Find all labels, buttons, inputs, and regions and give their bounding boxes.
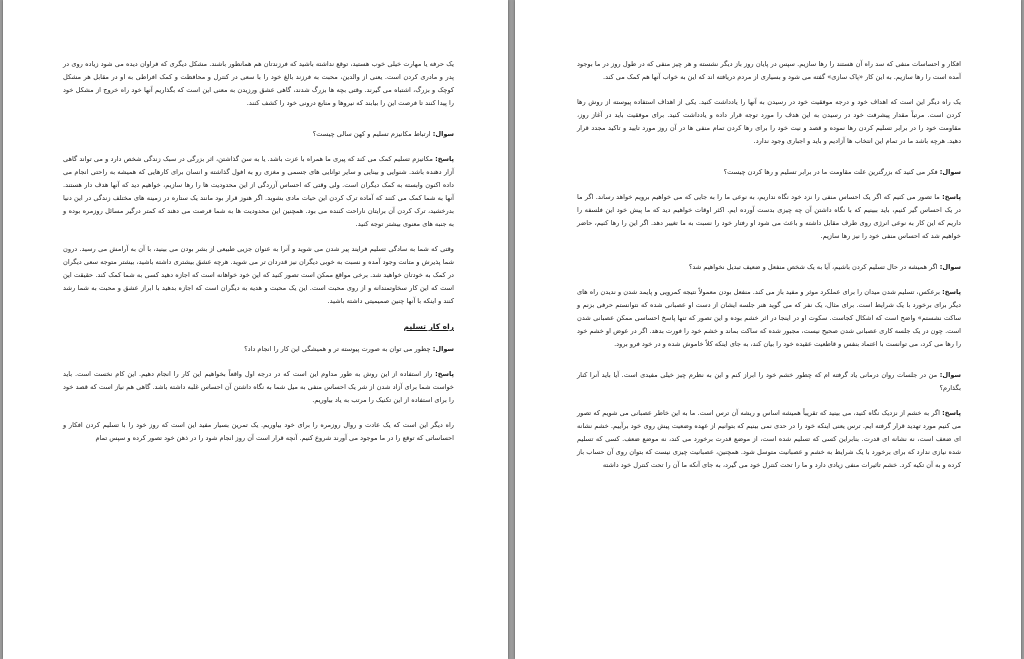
paragraph: راه دیگر این است که یک عادت و روال روزمره را برای خود بیاوریم. یک تمرین بسیار مفید این است که روز خود را با تسلیم کردن افکار و احساساتی که توقع را در ما موجود می آورند شروع کنیم. آنچه قرار است آن روز انجام شود را در ذهن خود تصور کرده و سپس تمام (63, 421, 454, 442)
answer (63, 153, 454, 231)
paragraph: یک راه دیگر این است که اهداف خود و درجه موفقیت خود در رسیدن به آنها را یادداشت کنید. یکی از اهداف استفاده پیوسته از روش رها کردن است. مرتباً مقدار پیشرفت خود در رسیدن به این هدف را مورد توجه قرار داده و یادداشت کنید. برای موفقیت باید در آغاز روز، مقاومت خود را در برابر تسلیم کردن رها نموده و قصد و نیت خود را برای رها کردن تمام منفی ها در آن روز مورد تایید و تاکید مجدد قرار دهید. هرچه باشد ما در تمام این انتخاب ها آزادیم و باید و اجباری وجود ندارد. (577, 98, 961, 145)
question-text: اگر همیشه در حال تسلیم کردن باشیم، آیا به یک شخص منفعل و ضعیف تبدیل نخواهیم شد؟ (688, 263, 938, 271)
answer (63, 368, 454, 407)
answer-label: پاسخ: (942, 409, 961, 417)
answer (577, 286, 961, 351)
question-label: سوال: (939, 371, 961, 379)
page-right (515, 0, 1021, 659)
answer-label: پاسخ: (942, 193, 961, 201)
page-left (3, 0, 508, 659)
answer-label: پاسخ: (435, 370, 454, 378)
question-text: ارتباط مکانیزم تسلیم و کهن سالی چیست؟ (312, 130, 431, 138)
page-left-content (63, 58, 454, 457)
paragraph: افکار و احساسات منفی که سد راه آن هستند را رها سازیم. سپس در پایان روز باز دیگر نشسته و هر چیز منفی که در طول روز در ما بوجود آمده است را رها سازیم. به این کار «پاک سازی» گفته می شود و بسیاری از مردم دریافته اند که این به خواب آنها هم کمک می کند. (577, 60, 961, 81)
answer-label: پاسخ: (435, 155, 454, 163)
answer-text: مکانیزم تسلیم کمک می کند که پیری ما همراه با عزت باشد. یا به سن گذاشتن، اثر بزرگی در سبک زندگی شخص دارد و می تواند گاهی آزار دهنده باشد. شنوایی و بینایی و سایر توانایی های جسمی و مغزی رو به افول گذاشته و انسان برای کارهایی که همیشه به راحتی انجام می داده اکنون وابسته به کمک دیگران است. ولی وقتی که احساس آزردگی از این محدودیت ها را رها سازیم، خواهیم دید که آنها هدف دار هستند. آنها به شما کمک می کنند که آماده ترک کردن این حیات مادی بشوید. اگر هنوز قرار بود مانند یک ستاره در زمینه های مختلف زندگی در این دنیا بدرخشید، ترک کردن آن برایتان ناراحت کننده می بود. همچنین این محدودیت ها به شما فرصت می دهند که کمتر درگیر مسائل روزمره بوده و به جنبه های معنوی بیشتر توجه کنید. (63, 155, 454, 228)
question (63, 128, 454, 141)
question-label: سوال: (939, 263, 961, 271)
question-text: فکر می کنید که بزرگترین علت مقاومت ما در برابر تسلیم و رها کردن چیست؟ (723, 168, 938, 176)
question-label: سوال: (432, 130, 454, 138)
question-text: من در جلسات روان درمانی یاد گرفته ام که چطور خشم خود را ابراز کنم و این به نظرم چیز خیلی مفیدی است. آیا باید آنرا کنار بگذارم؟ (577, 371, 961, 392)
answer-text: راز استفاده از این روش به طور مداوم این است که در درجه اول واقعاً بخواهیم این کار را انجام دهیم. این کام نخست است. باید خواست شما برای آزاد شدن از شر یک احساس منفی به میل شما به نگاه داشتن آن احساس غلبه داشته باشد. گاهی هم نیاز است که قصد خود را برای استفاده از این تکنیک را مرتب به یاد بیاوریم. (63, 370, 454, 404)
answer (577, 191, 961, 243)
page-right-content (577, 58, 961, 484)
answer-text: برعکس، تسلیم شدن میدان را برای عملکرد موثر و مفید باز می کند. منفعل بودن معمولاً نتیجه کمرویی و پایمد شدن و ندیدن راه های دیگر برای برخورد با یک شرایط است. برای مثال، یک نفر که می گوید هنر جلسه ایشان از دست او عصبانی شده که نتوانستم حرفی بزنم و ساکت نشستم» واضح است که اشکال کجاست. سکوت او در اینجا در اثر خشم بوده و این تصور که تنها پاسخ احساسی ممکن عصبانی شدن است. چون در یک جلسه کاری عصبانی شدن صحیح نیست، مجبور شده که ساکت بماند و خشم خود را فورت بدهد. اگر در عوض او خشم خود را رها می کرد، می توانست با اعتماد بنفس و قاطعیت عقیده خود را بیان کند، به جای اینکه کلاً خاموش شده و در خود فرو برود. (577, 288, 961, 348)
question-text: چطور می توان به صورت پیوسته تر و همیشگی این کار را انجام داد؟ (244, 345, 431, 353)
answer (577, 407, 961, 472)
question (63, 343, 454, 356)
question (577, 369, 961, 395)
question-label: سوال: (939, 168, 961, 176)
answer-text: اگر به خشم از نزدیک نگاه کنید، می بینید که تقریباً همیشه اساس و ریشه آن ترس است. ما به این خاطر عصبانی می شویم که تصور می کنیم مورد تهدید قرار گرفته ایم. ترس یعنی اینکه خود را در حدی نمی بینیم که بتوانیم از عهده وضعیت پیش روی خود برآییم. خشم نشانه ای ضعف است، نه نشانه ای قدرت. بنابراین کسی که تسلیم شده است، از موضع قدرت برخورد می کند، نه موضع ضعف. کسی که تسلیم شده نیازی ندارد که برای برخورد با یک شرایط به خشم و عصبانیت متوسل شود. همچنین، عصبانیت چیزی نیست که بتوان روی آن حساب باز کرده و به آن تکیه کرد. خشم تاثیرات منفی زیادی دارد و ما را تحت کنترل خود می گیرد، به جای آنکه ما آن را تحت کنترل خود داشته (577, 409, 961, 469)
question-label: سوال: (432, 345, 454, 353)
question (577, 261, 961, 274)
section-heading: راه کار تسلیم (403, 322, 454, 331)
paragraph: یک حرفه یا مهارت خیلی خوب هستید، توقع نداشته باشید که فرزندتان هم همانطور باشند. مشکل دیگری که فراوان دیده می شود زیاده روی در پدر و مادری کردن است. یعنی از والدین، محبت به فرزند بالغ خود را با سعی در کنترل و محافظت و کمک افراطی به او در مقابل هر مشکل کوچک و بزرگ، اشتباه می گیرند. وقتی بچه ها بزرگ شدند، گاهی عشق ورزیدن به معنی این است که بگذاریم آنها خود راه خروج از مشکل خود را پیدا کنند تا فرصت این را بیابند که نیروها و منابع درونی خود را کشف کنند. (63, 60, 454, 107)
question (577, 166, 961, 179)
paragraph: وقتی که شما به سادگی تسلیم فرایند پیر شدن می شوید و آنرا به عنوان جزیی طبیعی از بشر بودن می بینید، با آن به آرامش می رسید. درون شما پذیرش و متانت وجود آمده و نسبت به خوبی دیگران نیز قدردان تر می شوید. هرچه عشق بیشتری داشته باشید، بیشتر متوجه سعی دیگران در کمک به خودتان خواهید شد. برخی مواقع ممکن است تصور کنید که این خود خواهانه است که اجازه دهید کسی به شما کمک کند. حقیقت این است که این کار سخاوتمندانه و از روی محبت است. این یک محبت و هدیه به دیگران است که اجازه بدهید با ابراز عشق و محبت به شما رشد کنند و اینکه با آنها چنین صمیمیتی داشته باشید. (63, 245, 454, 305)
answer-text: ما تصور می کنیم که اگر یک احساس منفی را نزد خود نگاه نداریم، به نوعی ما را به جایی که می خواهیم برویم خواهد رساند. اگر ما در یک احساس گیر کنیم، باید ببینیم که با نگاه داشتن آن چه چیزی بدست آورده ایم. اکثر اوقات خواهیم دید که ما پیش خود این فلسفه را داریم که این کار به نوعی انرژی روی طرف مقابل داشته و باعث می شود او رفتار خود را نسبت به ما تغییر دهد. اگر این را رها کنیم، حاضر خواهیم شد که احساس منفی خود را نیز رها سازیم. (577, 193, 961, 240)
answer-label: پاسخ: (942, 288, 961, 296)
